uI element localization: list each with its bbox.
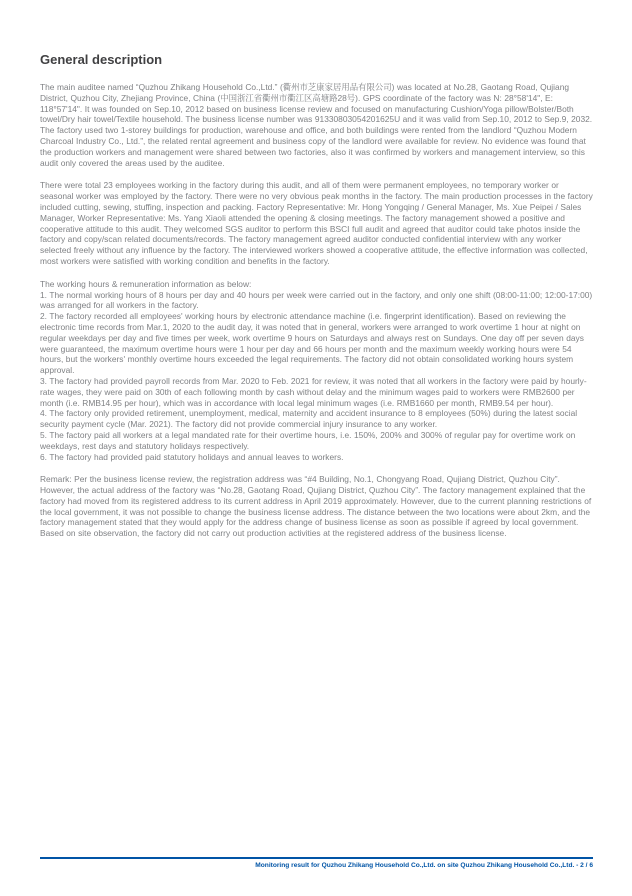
working-hours-item-2: 2. The factory recorded all employees' working hours by electronic attendance machine (i.e. fingerprint identification). Based on reviewing the electronic time records from Mar.1, 2020 to the audit day, it was noted that in general, workers were arranged to work overtime 1 hour at night on regular weekdays per day and five times per week, work overtime 9 hours on Saturdays and always rest on Sundays. One day off per seven days were guaranteed, the maximum overtime hours were 1 hour per day and 66 hours per month and the maximum weekly working hours were 54 hours, but the workers' monthly overtime hours exceeded the legal requirements. The factory did not obtain consolidated working hours system approval. [40,311,584,376]
paragraph-remark: Remark: Per the business license review, the registration address was “#4 Building, No.1, Chongyang Road, Qujiang District, Quzhou City”. However, the actual address of the factory was “No.28, Gaotang Road, Qujiang District, Quzhou City”. The factory management explained that the factory had moved from its registered address to its current address in April 2019 approximately. However, due to the current planning restrictions of the local government, it was not possible to change the business license address. The distance between the two locations were about 2km, and the factory management stated that they would apply for the address change of business license as soon as possible if agreed by local government. Based on site observation, the factory did not carry out production activities at the registered address of the business license. [40,474,592,539]
footer-divider [40,857,593,859]
footer-page-info: Monitoring result for Quzhou Zhikang Household Co.,Ltd. on site Quzhou Zhikang Household Co.,Ltd. - 2 / 6 [255,862,593,869]
working-hours-item-1: 1. The normal working hours of 8 hours per day and 40 hours per week were carried out in the factory, and only one shift (08:00-11:00; 12:00-17:00) was arranged for all workers in the factory. [40,289,593,311]
general-description-section [40,52,593,539]
working-hours-item-3: 3. The factory had provided payroll records from Mar. 2020 to Feb. 2021 for review, it was noted that all workers in the factory were paid by hourly-rate wages, they were paid on 30th of each following month by cash without delay and the minimum wages paid to workers were RMB2600 per month (i.e. RMB14.95 per hour), which was in accordance with local legal minimum wages (i.e. RMB1660 per month, RMB9.54 per hour). [40,375,587,408]
working-hours-item-4: 4. The factory only provided retirement, unemployment, medical, maternity and accident insurance to 8 employees (50%) during the latest social security payment cycle (Mar. 2021). The factory did not provide commercial injury insurance to any worker. [40,408,578,430]
paragraph-workforce-overview: There were total 23 employees working in the factory during this audit, and all of them were permanent employees, no temporary worker or seasonal worker was employed by the factory. There were no very obvious peak months in the factory. The main production processes in the factory included cutting, sewing, stuffing, inspection and packing. Factory Representative: Mr. Hong Yongqing / General Manager, Ms. Xue Peipei / Sales Manager, Worker Representative: Ms. Yang Xiaoli attended the opening & closing meetings. The factory management showed a positive and cooperative attitude to this audit. They welcomed SGS auditor to perform this BSCI full audit and agreed that auditor could take photos inside the factory and copy/scan related documents/records. The factory management agreed auditor conducted confidential interview with any worker selected freely without any influence by the factory. The interviewed workers showed a cooperative attitude, the effective information was collected, most workers were satisfied with working condition and benefits in the factory. [40,180,593,266]
page-title: General description [40,52,163,67]
paragraph-auditee-overview: The main auditee named “Quzhou Zhikang Household Co.,Ltd.” (衢州市芝康家居用品有限公司) was located at No.28, Gaotang Road, Qujiang District, Quzhou City, Zhejiang Province, China (中国浙江省衢州市衢江区高塘路28号). GPS coordinate of the factory was N: 28°58'14", E: 118°57'14". It was founded on Sep.10, 2012 based on business license review and focused on manufacturing Cushion/Yoga pillow/Bolster/Both towel/Dry hair towel/Textile household. The business license number was 91330803054201625U and it was valid from Sep.10, 2012 to Sep.9, 2032. The factory used two 1-storey buildings for production, warehouse and office, and both buildings were rented from the landlord “Quzhou Modern Charcoal Industry Co., Ltd.”, the related rental agreement and business copy of the landlord were available for review. No evidence was found that the production workers and management were shared between two factories, also it was confirmed by workers and management interview, so this audit only covered the areas used by the auditee. [40,82,593,168]
working-hours-intro: The working hours & remuneration information as below: [40,278,252,289]
page-footer [40,857,593,869]
working-hours-item-5: 5. The factory paid all workers at a legal mandated rate for their overtime hours, i.e. 150%, 200% and 300% of regular pay for overtime work on weekdays, rest days and statutory holidays respectively. [40,429,576,451]
working-hours-block [40,279,593,463]
working-hours-item-6: 6. The factory had provided paid statutory holidays and annual leaves to workers. [40,451,344,462]
